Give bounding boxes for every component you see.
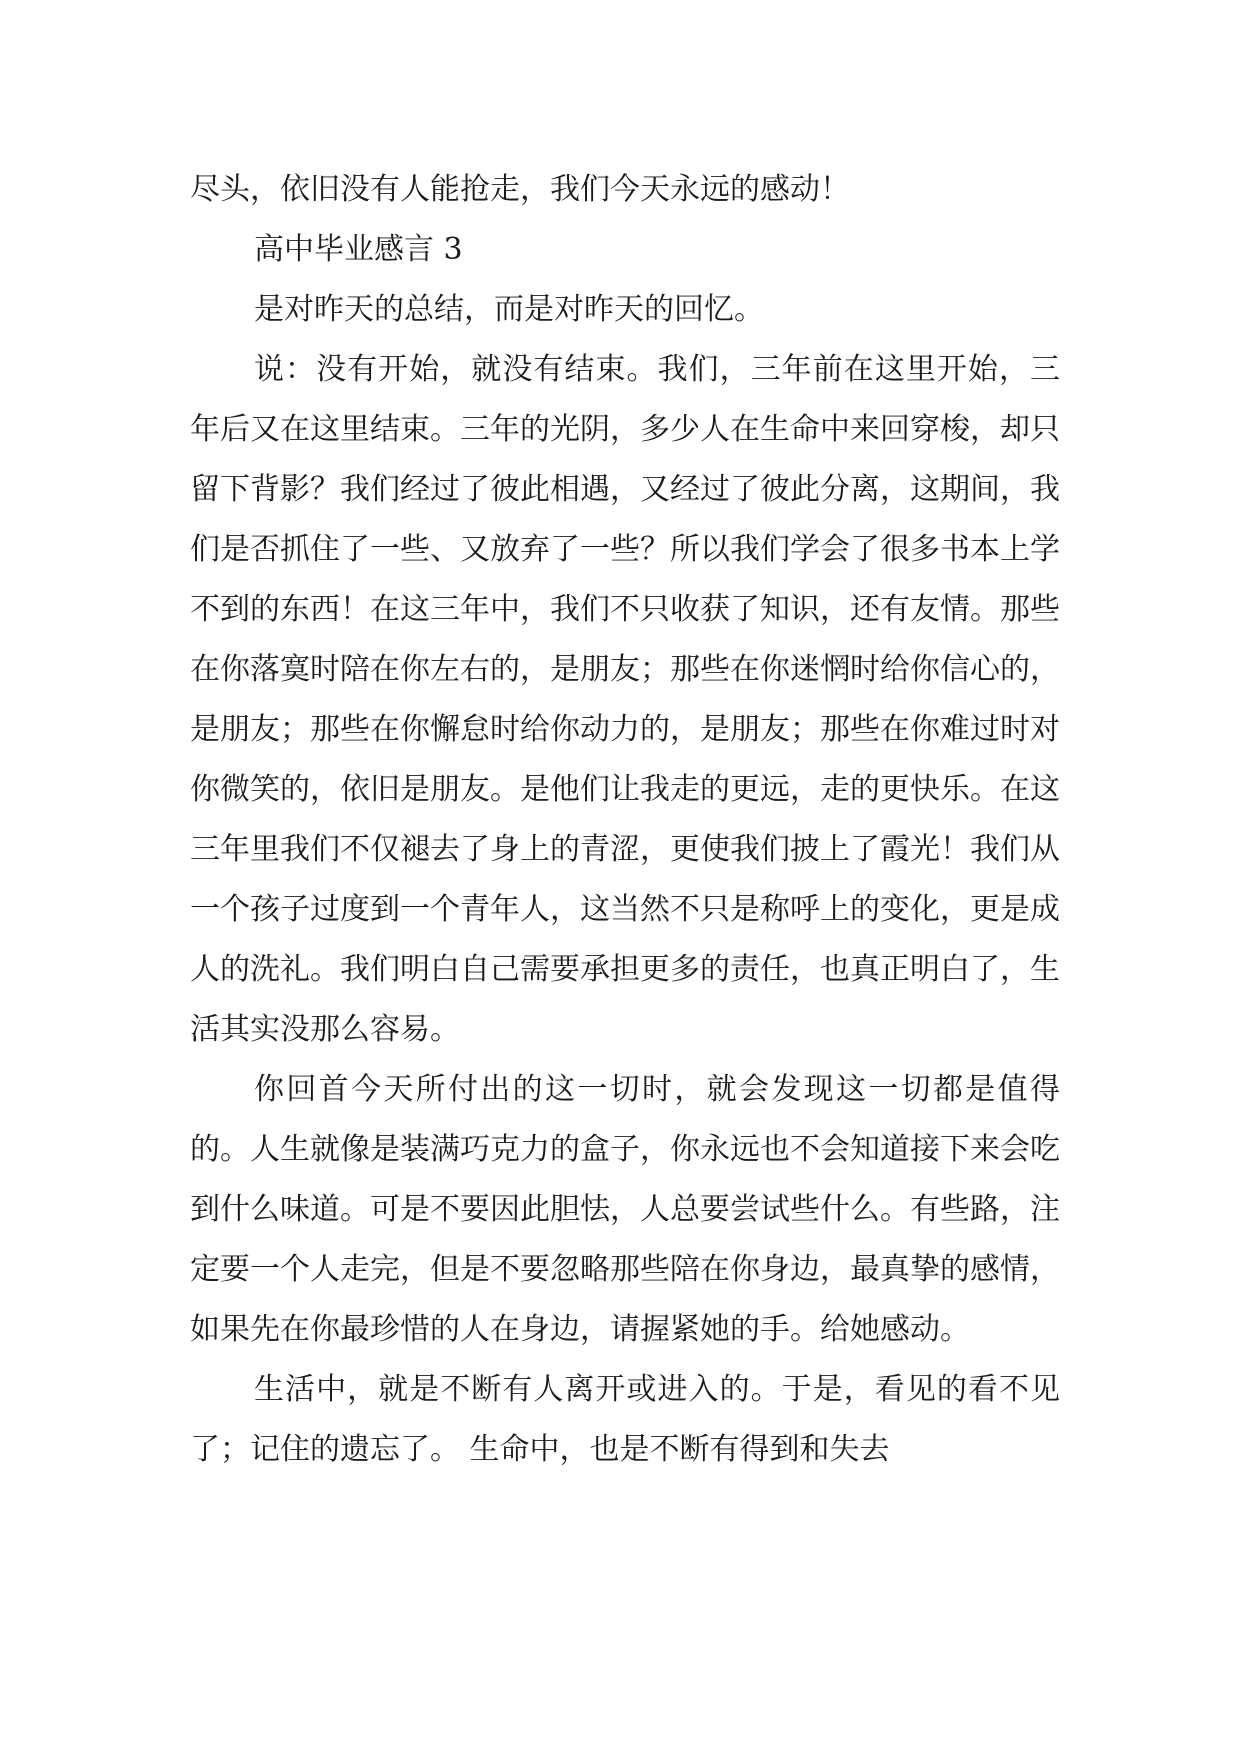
section-heading: 高中毕业感言 3 <box>254 232 463 267</box>
paragraph: 生活中，就是不断有人离开或进入的。于是，看见的看不见了；记住的遗忘了。 生命中，也是不断有得到和失去 <box>190 1372 1060 1467</box>
paragraph-continuation: 尽头，依旧没有人能抢走，我们今天永远的感动！ <box>190 172 850 207</box>
paragraph: 说：没有开始，就没有结束。我们，三年前在这里开始，三年后又在这里结束。三年的光阴，多少人在生命中来回穿梭，却只留下背影？我们经过了彼此相遇，又经过了彼此分离，这期间，我们是否抓住了一些、又放弃了一些？所以我们学会了很多书本上学不到的东西！在这三年中，我们不只收获了知识，还有友情。那些在你落寞时陪在你左右的，是朋友；那些在你迷惘时给你信心的，是朋友；那些在你懈怠时给你动力的，是朋友；那些在你难过时对你微笑的，依旧是朋友。是他们让我走的更远，走的更快乐。在这三年里我们不仅褪去了身上的青涩，更使我们披上了霞光！我们从一个孩子过度到一个青年人，这当然不只是称呼上的变化，更是成人的洗礼。我们明白自己需要承担更多的责任，也真正明白了，生活其实没那么容易。 <box>190 352 1060 1047</box>
paragraph: 你回首今天所付出的这一切时，就会发现这一切都是值得的。人生就像是装满巧克力的盒子，你永远也不会知道接下来会吃到什么味道。可是不要因此胆怯，人总要尝试些什么。有些路，注定要一个人走完，但是不要忽略那些陪在你身边，最真挚的感情，如果先在你最珍惜的人在身边，请握紧她的手。给她感动。 <box>190 1072 1060 1347</box>
paragraph: 是对昨天的总结，而是对昨天的回忆。 <box>254 292 764 327</box>
document-body <box>190 160 1060 1480</box>
